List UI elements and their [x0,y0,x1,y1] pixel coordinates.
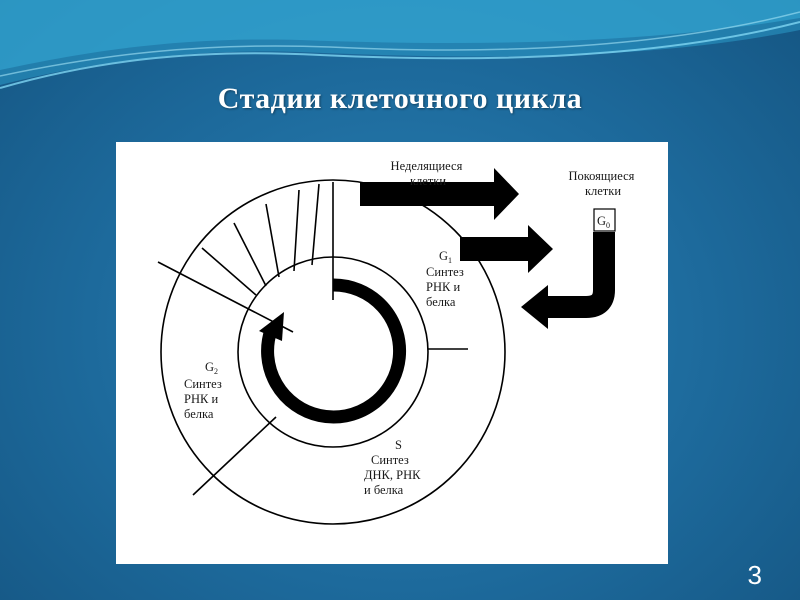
g0-label: $G_0$ [597,214,611,230]
slide-title: Стадии клеточного цикла [217,82,583,115]
resting-cells-label: Покоящиеся клетки [568,169,635,198]
s-phase-label: S Синтез ДНК, РНК и белка [364,438,421,497]
nondividing-cells-label: Неделящиеся клетки [390,159,463,188]
g2-phase-label: $G_2$ Синтез РНК и белка [184,360,222,421]
cell-cycle-figure [116,142,668,564]
slide-number: 3 [747,560,762,590]
g1-phase-label: $G_1$ Синтез РНК и белка [426,249,464,309]
cycle-progress-arrow [268,285,400,417]
arrow-to-resting [460,225,553,273]
cell-cycle-diagram [116,142,668,564]
divider-lower-left [193,417,276,495]
